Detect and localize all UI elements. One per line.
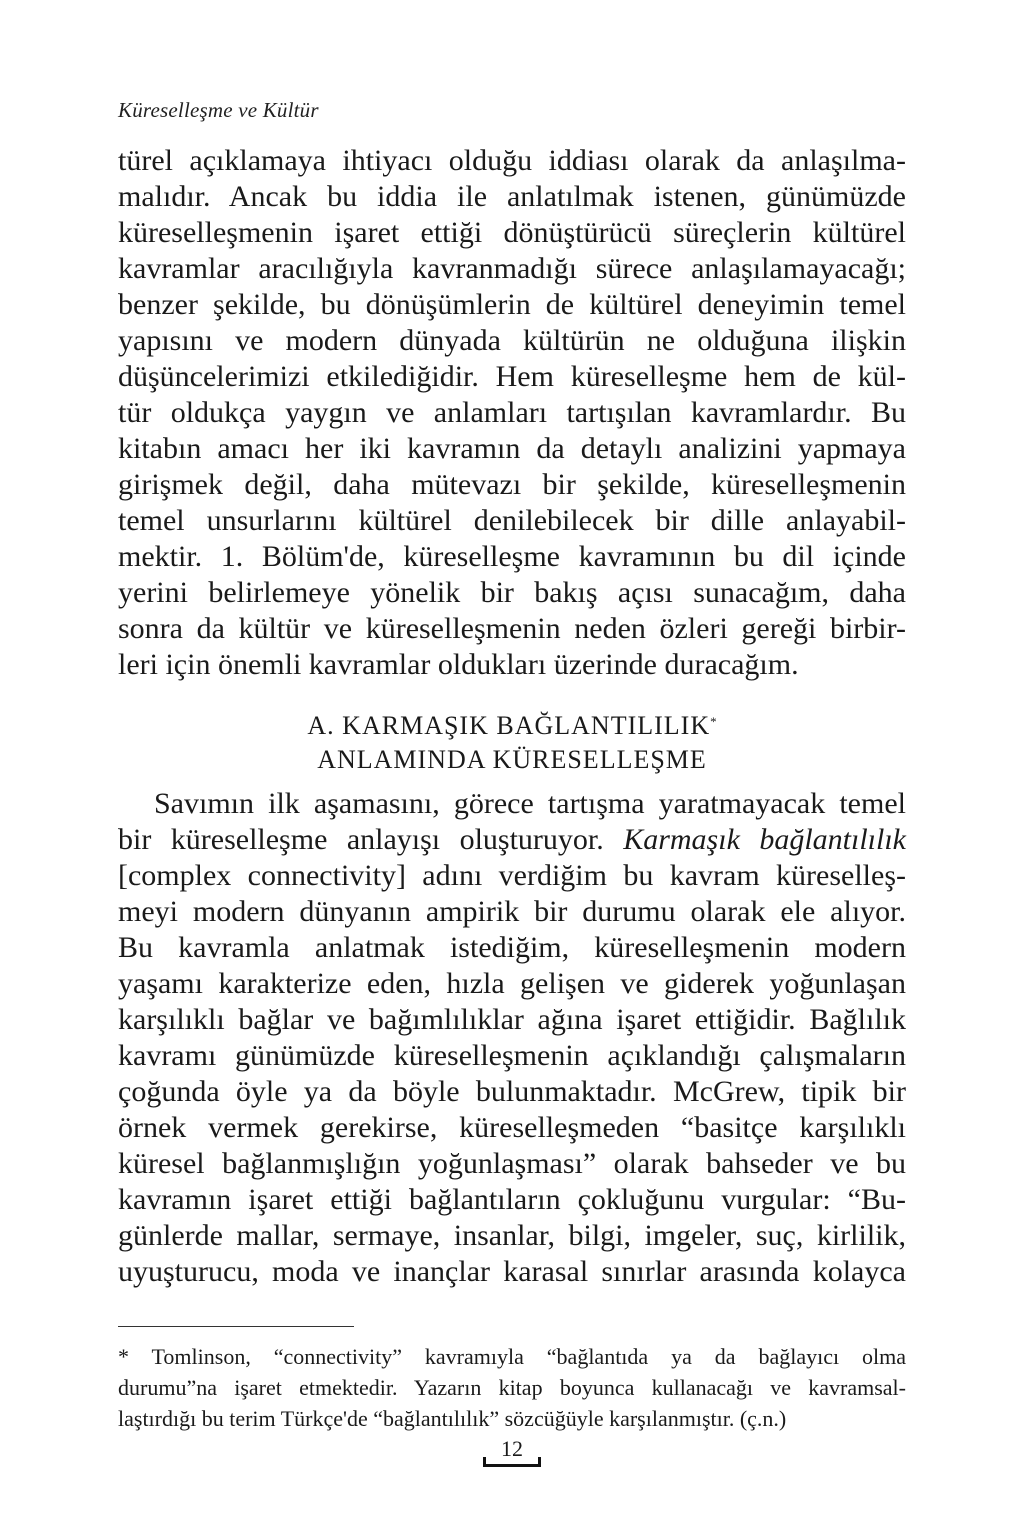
text-line: karşılıklı bağlar ve bağımlılıklar ağına işaret ettiğidir. Bağlılık	[118, 1003, 906, 1036]
text-line: kavramın işaret ettiği bağlantıların çokluğunu vurgular: “Bu-	[118, 1183, 906, 1216]
text-line: kitabın amacı her iki kavramın da detaylı analizini yapmaya	[118, 432, 906, 465]
text-line: sonra da kültür ve küreselleşmenin neden özleri gereği birbir-	[118, 612, 906, 645]
section-heading	[118, 709, 906, 777]
text-line: küreselleşmenin işaret ettiği dönüştürücü süreçlerin kültürel	[118, 216, 906, 249]
text-line: örnek vermek gerekirse, küreselleşmeden “basitçe karşılıklı	[118, 1111, 906, 1144]
text-line: kavramı günümüzde küreselleşmenin açıklandığı çalışmaların	[118, 1039, 906, 1072]
footnote-line: durumu”na işaret etmektedir. Yazarın kitap boyunca kullanacağı ve kavramsal-	[118, 1375, 906, 1400]
text-line: [complex connectivity] adını verdiğim bu kavram küreselleş-	[118, 859, 906, 892]
text-line: çoğunda öyle ya da böyle bulunmaktadır. McGrew, tipik bir	[118, 1075, 906, 1108]
footnote-separator	[118, 1326, 354, 1327]
text-line: girişmek değil, daha mütevazı bir şekilde, küreselleşmenin	[118, 468, 906, 501]
text-line: mektir. 1. Bölüm'de, küreselleşme kavramının bu dil içinde	[118, 540, 906, 573]
text-line: bir küreselleşme anlayışı oluşturuyor. Karmaşık bağlantılılık	[118, 823, 906, 856]
text-line: meyi modern dünyanın ampirik bir durumu olarak ele alıyor.	[118, 895, 906, 928]
text-line: Bu kavramla anlatmak istediğim, küreselleşmenin modern	[118, 931, 906, 964]
text-line: uyuşturucu, moda ve inançlar karasal sınırlar arasında kolayca	[118, 1255, 906, 1288]
section-heading-line2: ANLAMINDA KÜRESELLEŞME	[317, 745, 707, 774]
footnote-line: * Tomlinson, “connectivity” kavramıyla “bağlantıda ya da bağlayıcı olma	[118, 1344, 906, 1369]
section-heading-line1: A. KARMAŞIK BAĞLANTILILIK*	[307, 711, 717, 740]
text-line: temel unsurlarını kültürel denilebilecek bir dille anlayabil-	[118, 504, 906, 537]
text-line: düşüncelerimizi etkilediğidir. Hem küreselleşme hem de kül-	[118, 360, 906, 393]
text-line: Savımın ilk aşamasını, görece tartışma yaratmayacak temel	[154, 787, 906, 820]
text-line: malıdır. Ancak bu iddia ile anlatılmak istenen, günümüzde	[118, 180, 906, 213]
italic-term: Karmaşık bağlantılılık	[623, 823, 906, 856]
text-line: yerini belirlemeye yönelik bir bakış açısı sunacağım, daha	[118, 576, 906, 609]
paragraph-section	[118, 786, 906, 1290]
text-line: benzer şekilde, bu dönüşümlerin de kültürel deneyimin temel	[118, 288, 906, 321]
footnote-line: laştırdığı bu terim Türkçe'de “bağlantılılık” sözcüğüyle karşılanmıştır. (ç.n.)	[118, 1406, 787, 1431]
paragraph-continued	[118, 143, 906, 683]
text-line: türel açıklamaya ihtiyacı olduğu iddiası olarak da anlaşılma-	[118, 144, 906, 177]
page-number-frame	[483, 1436, 541, 1462]
text-line: tür oldukça yaygın ve anlamları tartışılan kavramlardır. Bu	[118, 396, 906, 429]
text-line: kavramlar aracılığıyla kavranmadığı sürece anlaşılamayacağı;	[118, 252, 906, 285]
text-line: yaşamı karakterize eden, hızla gelişen ve giderek yoğunlaşan	[118, 967, 906, 1000]
text-line: leri için önemli kavramlar oldukları üzerinde duracağım.	[118, 648, 799, 681]
text-line: küresel bağlanmışlığın yoğunlaşması” olarak bahseder ve bu	[118, 1147, 906, 1180]
running-head: Küreselleşme ve Kültür	[118, 98, 319, 122]
footnote	[118, 1341, 906, 1434]
page-number-value: 12	[501, 1436, 523, 1461]
page-number	[0, 1436, 1024, 1462]
text-line: günlerde mallar, sermaye, insanlar, bilgi, imgeler, suç, kirlilik,	[118, 1219, 906, 1252]
footnote-marker: *	[710, 714, 717, 729]
text-line: yapısını ve modern dünyada kültürün ne olduğuna ilişkin	[118, 324, 906, 357]
